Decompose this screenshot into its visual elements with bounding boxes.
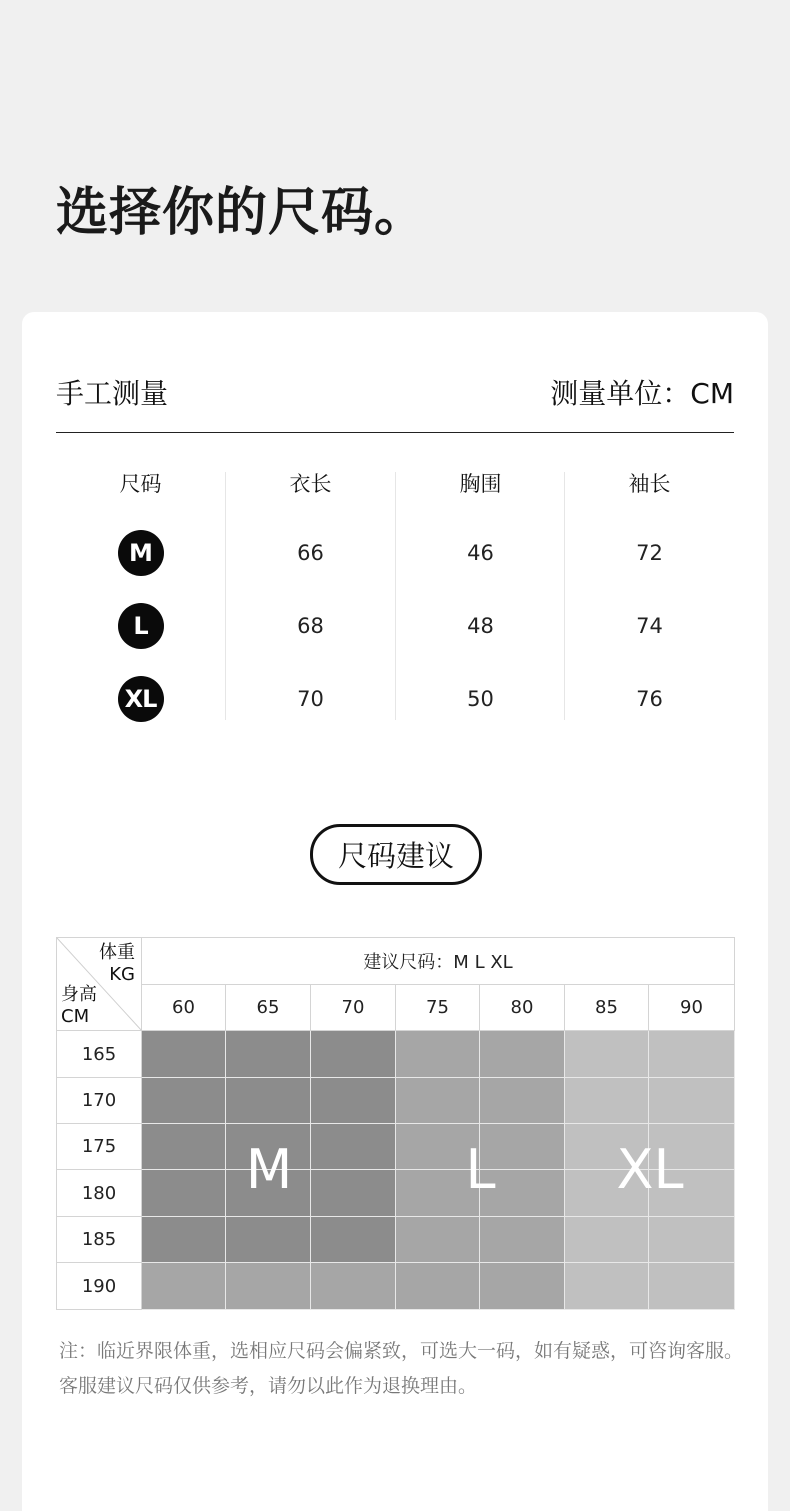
- size-zone-cell-l: [480, 1217, 565, 1263]
- length-cell-l: 68: [297, 614, 324, 638]
- column-header-size: 尺码: [119, 472, 162, 496]
- measure-unit-label: 测量单位：CM: [550, 377, 734, 410]
- weight-header-cell: 60: [142, 985, 226, 1031]
- size-zone-cell-xl: [649, 1078, 735, 1124]
- corner-weight-label: [99, 942, 135, 986]
- corner-height-text: 身高: [61, 984, 97, 1005]
- chest-column: [395, 472, 565, 720]
- weight-header-cell: 80: [480, 985, 565, 1031]
- size-column: [56, 472, 225, 720]
- column-header-length: 衣长: [289, 472, 332, 496]
- size-zone-cell-m: [142, 1031, 226, 1078]
- size-zone-cell-l: [311, 1263, 396, 1310]
- corner-height-label: [61, 984, 97, 1028]
- weight-header-cell: 65: [226, 985, 311, 1031]
- size-zone-cell-l: [396, 1217, 480, 1263]
- note-line-2: 客服建议尺码仅供参考，请勿以此作为退换理由。: [59, 1375, 478, 1397]
- height-row-label: 190: [57, 1263, 142, 1310]
- size-card: [22, 312, 768, 1511]
- weight-header-cell: 70: [311, 985, 396, 1031]
- size-zone-cell-m: [311, 1217, 396, 1263]
- size-zone-cell-m: [226, 1031, 311, 1078]
- height-row-label: 175: [57, 1124, 142, 1170]
- size-zone-cell-m: [311, 1031, 396, 1078]
- height-row-label: 185: [57, 1217, 142, 1263]
- size-zone-cell-l: [142, 1263, 226, 1310]
- measure-section-title: 手工测量: [56, 377, 169, 410]
- grid-corner-cell: [57, 938, 142, 1031]
- size-zone-label-l: L: [465, 1138, 496, 1201]
- size-zone-cell-l: [480, 1031, 565, 1078]
- size-recommend-pill: 尺码建议: [310, 824, 482, 885]
- chest-cell-m: 46: [467, 541, 494, 565]
- recommend-header-cell: 建议尺码：M L XL: [142, 938, 735, 985]
- height-row-label: 180: [57, 1170, 142, 1217]
- corner-weight-unit: KG: [109, 964, 135, 985]
- sleeve-column: [564, 472, 734, 720]
- corner-weight-text: 体重: [99, 942, 135, 963]
- size-zone-cell-xl: [649, 1217, 735, 1263]
- size-zone-cell-xl: [565, 1217, 649, 1263]
- size-zone-cell-l: [480, 1078, 565, 1124]
- size-zone-cell-xl: [565, 1078, 649, 1124]
- size-zone-cell-l: [226, 1263, 311, 1310]
- page-title: 选择你的尺码。: [56, 183, 428, 243]
- corner-height-unit: CM: [61, 1006, 90, 1027]
- size-recommend-grid: [56, 937, 735, 1310]
- weight-header-cell: 90: [649, 985, 735, 1031]
- sleeve-cell-l: 74: [636, 614, 663, 638]
- size-zone-cell-xl: [649, 1031, 735, 1078]
- size-zone-cell-xl: [565, 1263, 649, 1310]
- measurement-table: [56, 472, 734, 720]
- column-header-chest: 胸围: [459, 472, 502, 496]
- length-cell-xl: 70: [297, 687, 324, 711]
- chest-cell-xl: 50: [467, 687, 494, 711]
- size-zone-cell-m: [311, 1078, 396, 1124]
- length-cell-m: 66: [297, 541, 324, 565]
- height-row-label: 170: [57, 1078, 142, 1124]
- size-badge-l: L: [118, 603, 164, 649]
- size-badge-m: M: [118, 530, 164, 576]
- size-zone-cell-l: [396, 1078, 480, 1124]
- size-badge-xl: XL: [118, 676, 164, 722]
- chest-cell-l: 48: [467, 614, 494, 638]
- size-zone-label-m: M: [245, 1138, 293, 1201]
- size-zone-label-xl: XL: [616, 1138, 684, 1201]
- size-zone-cell-xl: [565, 1031, 649, 1078]
- size-zone-cell-m: [226, 1217, 311, 1263]
- size-zone-cell-xl: [649, 1263, 735, 1310]
- sleeve-cell-xl: 76: [636, 687, 663, 711]
- sleeve-cell-m: 72: [636, 541, 663, 565]
- size-note: [59, 1334, 749, 1404]
- measure-section-header: [56, 370, 734, 433]
- length-column: [225, 472, 395, 720]
- column-header-sleeve: 袖长: [628, 472, 671, 496]
- size-zone-cell-l: [396, 1263, 480, 1310]
- size-zone-cell-m: [226, 1078, 311, 1124]
- size-zone-cell-m: [142, 1217, 226, 1263]
- size-zone-cell-m: [142, 1078, 226, 1124]
- weight-header-cell: 75: [396, 985, 480, 1031]
- size-zone-cell-l: [480, 1263, 565, 1310]
- weight-header-cell: 85: [565, 985, 649, 1031]
- note-line-1: 注：临近界限体重，选相应尺码会偏紧致，可选大一码，如有疑惑，可咨询客服。: [59, 1340, 744, 1362]
- size-zone-cell-l: [396, 1031, 480, 1078]
- height-row-label: 165: [57, 1031, 142, 1078]
